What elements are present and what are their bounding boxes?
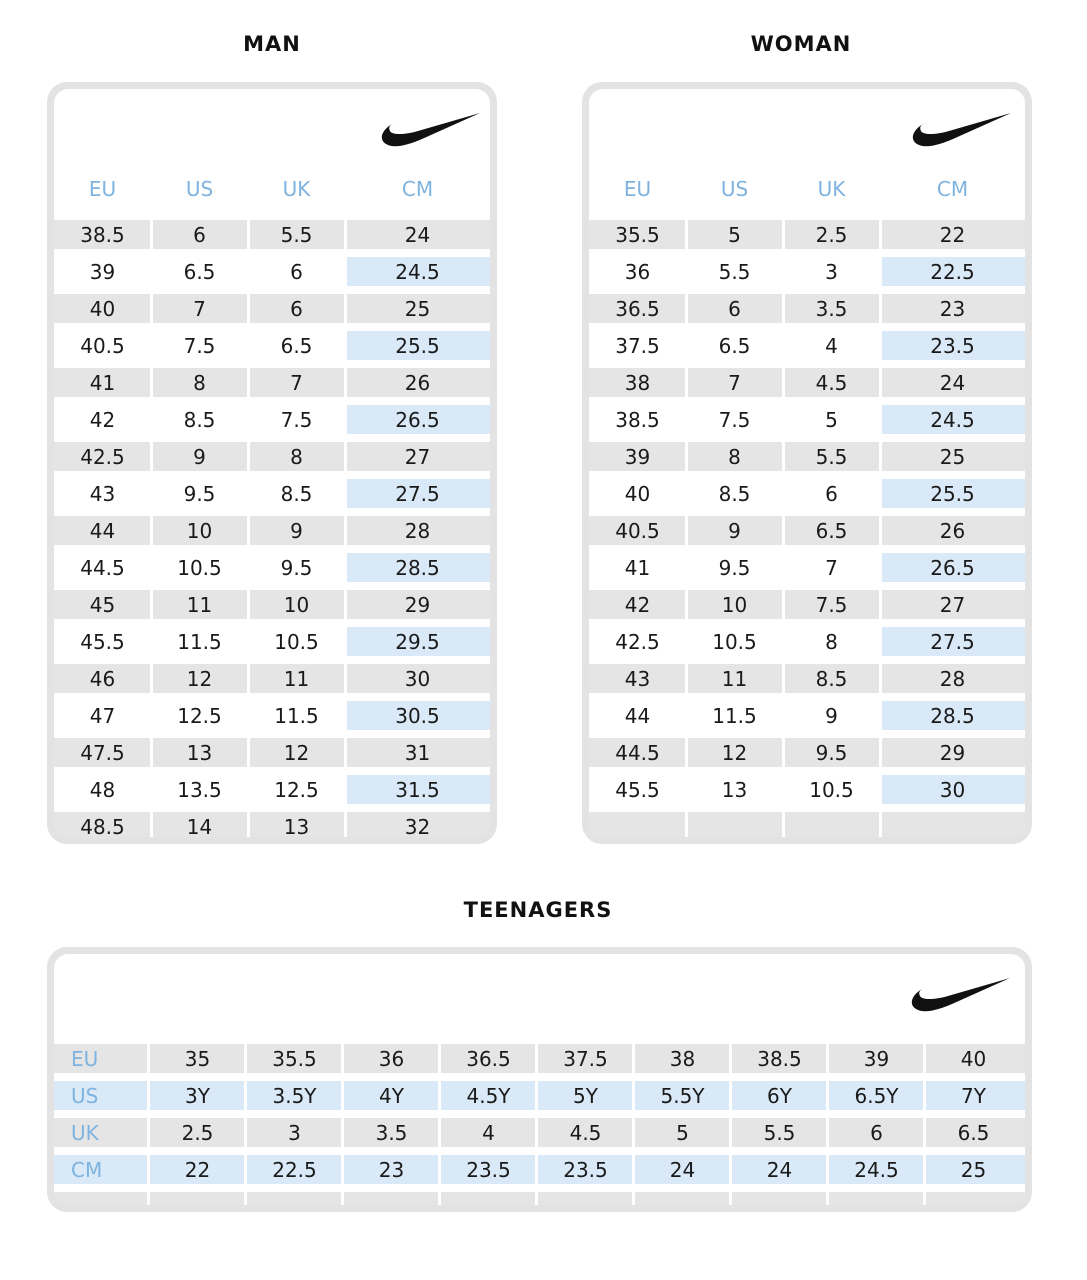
teen-cell: 6.5 bbox=[957, 1120, 990, 1145]
column-divider bbox=[632, 1044, 635, 1205]
man-cell-cm: 27 bbox=[404, 444, 431, 469]
column-divider bbox=[685, 220, 688, 837]
woman-cell-uk: 9.5 bbox=[815, 740, 848, 765]
woman-cell-us: 6.5 bbox=[718, 333, 751, 358]
man-cell-uk: 9.5 bbox=[280, 555, 313, 580]
man-cell-eu: 47.5 bbox=[80, 740, 125, 765]
man-header-eu: EU bbox=[88, 177, 117, 201]
woman-cell-us: 10.5 bbox=[712, 629, 757, 654]
column-divider bbox=[150, 220, 153, 837]
woman-cell-eu: 42.5 bbox=[615, 629, 660, 654]
column-divider bbox=[879, 220, 882, 837]
woman-cell-uk: 6.5 bbox=[815, 518, 848, 543]
man-cell-us: 10.5 bbox=[177, 555, 222, 580]
table-row bbox=[589, 775, 1025, 804]
man-cell-uk: 10 bbox=[283, 592, 310, 617]
man-cell-cm: 31.5 bbox=[345, 775, 490, 804]
column-divider bbox=[341, 1044, 344, 1205]
swoosh-logo-icon bbox=[908, 972, 1012, 1014]
woman-cell-cm: 28.5 bbox=[880, 701, 1025, 730]
woman-title: WOMAN bbox=[750, 32, 852, 56]
man-cell-uk: 13 bbox=[283, 814, 310, 837]
teen-cell: 3.5Y bbox=[272, 1083, 317, 1108]
teen-cell: 3.5 bbox=[375, 1120, 408, 1145]
teen-cell: 5Y bbox=[573, 1083, 598, 1108]
teen-cell: 7Y bbox=[961, 1083, 986, 1108]
man-cell-eu: 47 bbox=[89, 703, 116, 728]
table-row bbox=[54, 812, 490, 837]
woman-cell-eu: 40.5 bbox=[615, 518, 660, 543]
woman-header-cm: CM bbox=[936, 177, 969, 201]
man-cell-uk: 5.5 bbox=[280, 222, 313, 247]
woman-cell-uk: 3.5 bbox=[815, 296, 848, 321]
woman-cell-eu: 40 bbox=[624, 481, 651, 506]
woman-cell-us bbox=[686, 812, 783, 837]
woman-cell-uk: 8.5 bbox=[815, 666, 848, 691]
man-cell-us: 7 bbox=[193, 296, 206, 321]
woman-cell-cm: 25 bbox=[939, 444, 966, 469]
woman-cell-uk: 5.5 bbox=[815, 444, 848, 469]
man-cell-us: 9.5 bbox=[183, 481, 216, 506]
woman-cell-cm: 23 bbox=[939, 296, 966, 321]
woman-cell-eu bbox=[589, 812, 686, 837]
man-cell-us: 14 bbox=[186, 814, 213, 837]
woman-cell-cm: 29 bbox=[939, 740, 966, 765]
teen-cell: 6Y bbox=[767, 1083, 792, 1108]
man-cell-cm: 31 bbox=[404, 740, 431, 765]
woman-cell-uk: 10.5 bbox=[809, 777, 854, 802]
teen-cell: 24.5 bbox=[854, 1157, 899, 1182]
woman-cell-cm: 24 bbox=[939, 370, 966, 395]
column-divider bbox=[923, 1044, 926, 1205]
man-cell-us: 10 bbox=[186, 518, 213, 543]
man-cell-eu: 42 bbox=[89, 407, 116, 432]
teen-label-uk: UK bbox=[71, 1120, 99, 1145]
woman-cell-uk: 7.5 bbox=[815, 592, 848, 617]
man-cell-uk: 7 bbox=[290, 370, 303, 395]
teen-table bbox=[54, 954, 1025, 1205]
column-divider bbox=[782, 220, 785, 837]
woman-cell-eu: 44 bbox=[624, 703, 651, 728]
teen-cell: 4.5Y bbox=[466, 1083, 511, 1108]
teen-cell: 24 bbox=[766, 1157, 793, 1182]
woman-cell-eu: 43 bbox=[624, 666, 651, 691]
teen-label-us: US bbox=[71, 1083, 99, 1108]
man-cell-cm: 29 bbox=[404, 592, 431, 617]
teen-cell: 4 bbox=[482, 1120, 495, 1145]
man-cell-us: 12 bbox=[186, 666, 213, 691]
table-row bbox=[54, 627, 490, 656]
woman-cell-uk: 9 bbox=[825, 703, 838, 728]
woman-cell-eu: 36 bbox=[624, 259, 651, 284]
woman-header-uk: UK bbox=[817, 177, 846, 201]
table-row bbox=[54, 220, 490, 249]
man-cell-uk: 11.5 bbox=[274, 703, 319, 728]
table-row bbox=[589, 331, 1025, 360]
table-row bbox=[589, 368, 1025, 397]
man-cell-cm: 32 bbox=[404, 814, 431, 837]
man-cell-eu: 40 bbox=[89, 296, 116, 321]
teen-cell: 39 bbox=[863, 1046, 890, 1071]
table-row bbox=[54, 442, 490, 471]
teen-cell: 35 bbox=[184, 1046, 211, 1071]
man-cell-eu: 39 bbox=[89, 259, 116, 284]
teen-cell: 23.5 bbox=[563, 1157, 608, 1182]
man-cell-cm: 25 bbox=[404, 296, 431, 321]
table-row bbox=[54, 368, 490, 397]
man-cell-eu: 44 bbox=[89, 518, 116, 543]
woman-cell-cm: 27.5 bbox=[880, 627, 1025, 656]
man-cell-uk: 12.5 bbox=[274, 777, 319, 802]
table-row bbox=[54, 775, 490, 804]
table-row bbox=[589, 479, 1025, 508]
man-cell-uk: 6.5 bbox=[280, 333, 313, 358]
woman-header-eu: EU bbox=[623, 177, 652, 201]
man-cell-us: 6 bbox=[193, 222, 206, 247]
woman-cell-us: 5.5 bbox=[718, 259, 751, 284]
woman-cell-uk: 8 bbox=[825, 629, 838, 654]
teen-cell: 40 bbox=[960, 1046, 987, 1071]
man-cell-us: 11.5 bbox=[177, 629, 222, 654]
woman-header-us: US bbox=[720, 177, 749, 201]
man-cell-uk: 8.5 bbox=[280, 481, 313, 506]
woman-cell-us: 12 bbox=[721, 740, 748, 765]
man-cell-eu: 45 bbox=[89, 592, 116, 617]
table-row bbox=[54, 516, 490, 545]
woman-cell-eu: 42 bbox=[624, 592, 651, 617]
man-cell-uk: 10.5 bbox=[274, 629, 319, 654]
man-cell-us: 6.5 bbox=[183, 259, 216, 284]
man-cell-eu: 38.5 bbox=[80, 222, 125, 247]
teen-cell: 2.5 bbox=[181, 1120, 214, 1145]
man-cell-cm: 28 bbox=[404, 518, 431, 543]
man-cell-cm: 30 bbox=[404, 666, 431, 691]
man-cell-uk: 8 bbox=[290, 444, 303, 469]
teen-cell: 38 bbox=[669, 1046, 696, 1071]
man-cell-cm: 24 bbox=[404, 222, 431, 247]
man-cell-us: 11 bbox=[186, 592, 213, 617]
man-cell-uk: 9 bbox=[290, 518, 303, 543]
man-cell-us: 8.5 bbox=[183, 407, 216, 432]
woman-cell-us: 7.5 bbox=[718, 407, 751, 432]
table-row bbox=[54, 257, 490, 286]
woman-cell-uk: 3 bbox=[825, 259, 838, 284]
woman-cell-cm: 23.5 bbox=[880, 331, 1025, 360]
teen-label-eu: EU bbox=[71, 1046, 99, 1071]
woman-cell-cm: 27 bbox=[939, 592, 966, 617]
column-divider bbox=[729, 1044, 732, 1205]
woman-cell-eu: 41 bbox=[624, 555, 651, 580]
woman-cell-us: 9.5 bbox=[718, 555, 751, 580]
teen-cell: 36 bbox=[378, 1046, 405, 1071]
man-cell-cm: 25.5 bbox=[345, 331, 490, 360]
man-cell-cm: 27.5 bbox=[345, 479, 490, 508]
woman-cell-eu: 37.5 bbox=[615, 333, 660, 358]
man-cell-eu: 42.5 bbox=[80, 444, 125, 469]
man-cell-eu: 48.5 bbox=[80, 814, 125, 837]
teen-card bbox=[47, 947, 1032, 1212]
man-cell-eu: 40.5 bbox=[80, 333, 125, 358]
woman-cell-uk: 5 bbox=[825, 407, 838, 432]
teen-cell: 35.5 bbox=[272, 1046, 317, 1071]
woman-cell-cm: 30 bbox=[880, 775, 1025, 804]
table-row bbox=[54, 331, 490, 360]
man-cell-eu: 44.5 bbox=[80, 555, 125, 580]
man-header-us: US bbox=[185, 177, 214, 201]
table-row bbox=[589, 738, 1025, 767]
woman-cell-cm: 26.5 bbox=[880, 553, 1025, 582]
man-cell-cm: 30.5 bbox=[345, 701, 490, 730]
man-cell-us: 9 bbox=[193, 444, 206, 469]
woman-cell-uk bbox=[783, 812, 880, 837]
woman-cell-us: 11.5 bbox=[712, 703, 757, 728]
table-row bbox=[54, 701, 490, 730]
woman-header-row bbox=[589, 177, 1025, 201]
teen-row-us bbox=[54, 1081, 1025, 1110]
man-title: MAN bbox=[243, 32, 301, 56]
teen-cell: 23 bbox=[378, 1157, 405, 1182]
woman-cell-eu: 44.5 bbox=[615, 740, 660, 765]
woman-cell-uk: 6 bbox=[825, 481, 838, 506]
woman-cell-eu: 38.5 bbox=[615, 407, 660, 432]
column-divider bbox=[826, 1044, 829, 1205]
man-cell-uk: 7.5 bbox=[280, 407, 313, 432]
woman-cell-cm: 25.5 bbox=[880, 479, 1025, 508]
woman-cell-us: 13 bbox=[721, 777, 748, 802]
teen-cell: 4Y bbox=[379, 1083, 404, 1108]
woman-cell-eu: 35.5 bbox=[615, 222, 660, 247]
column-divider bbox=[244, 1044, 247, 1205]
woman-cell-uk: 7 bbox=[825, 555, 838, 580]
man-cell-cm: 28.5 bbox=[345, 553, 490, 582]
teen-row-uk bbox=[54, 1118, 1025, 1147]
table-row bbox=[54, 405, 490, 434]
table-row bbox=[54, 738, 490, 767]
man-cell-cm: 29.5 bbox=[345, 627, 490, 656]
column-divider bbox=[344, 220, 347, 837]
table-row bbox=[54, 479, 490, 508]
table-row bbox=[589, 257, 1025, 286]
teen-cell: 3Y bbox=[185, 1083, 210, 1108]
column-divider bbox=[147, 1044, 150, 1205]
teen-cell: 37.5 bbox=[563, 1046, 608, 1071]
teen-cell: 25 bbox=[960, 1157, 987, 1182]
teen-cell: 5.5 bbox=[763, 1120, 796, 1145]
woman-cell-eu: 45.5 bbox=[615, 777, 660, 802]
man-cell-us: 8 bbox=[193, 370, 206, 395]
man-card bbox=[47, 82, 497, 844]
man-cell-uk: 6 bbox=[290, 259, 303, 284]
swoosh-logo-icon bbox=[909, 107, 1013, 149]
column-divider bbox=[535, 1044, 538, 1205]
man-cell-us: 13.5 bbox=[177, 777, 222, 802]
man-cell-eu: 45.5 bbox=[80, 629, 125, 654]
table-row bbox=[54, 590, 490, 619]
swoosh-logo-icon bbox=[378, 107, 482, 149]
woman-cell-us: 6 bbox=[728, 296, 741, 321]
teen-cell: 24 bbox=[669, 1157, 696, 1182]
woman-cell-uk: 4 bbox=[825, 333, 838, 358]
woman-cell-us: 7 bbox=[728, 370, 741, 395]
teen-cell: 3 bbox=[288, 1120, 301, 1145]
table-row bbox=[589, 701, 1025, 730]
teen-cell: 6.5Y bbox=[854, 1083, 899, 1108]
man-cell-eu: 41 bbox=[89, 370, 116, 395]
man-table bbox=[54, 89, 490, 837]
table-row bbox=[589, 516, 1025, 545]
woman-cell-eu: 38 bbox=[624, 370, 651, 395]
teen-row-eu bbox=[54, 1044, 1025, 1073]
teen-title: TEENAGERS bbox=[463, 898, 613, 922]
woman-cell-us: 8.5 bbox=[718, 481, 751, 506]
woman-cell-eu: 36.5 bbox=[615, 296, 660, 321]
woman-cell-us: 11 bbox=[721, 666, 748, 691]
man-cell-eu: 48 bbox=[89, 777, 116, 802]
teen-cell: 5.5Y bbox=[660, 1083, 705, 1108]
woman-cell-cm: 26 bbox=[939, 518, 966, 543]
man-cell-us: 13 bbox=[186, 740, 213, 765]
man-cell-cm: 26 bbox=[404, 370, 431, 395]
table-row bbox=[589, 553, 1025, 582]
table-row bbox=[589, 294, 1025, 323]
table-row bbox=[54, 294, 490, 323]
man-cell-eu: 43 bbox=[89, 481, 116, 506]
teen-cell: 5 bbox=[676, 1120, 689, 1145]
woman-cell-us: 9 bbox=[728, 518, 741, 543]
teen-row-cm bbox=[54, 1155, 1025, 1184]
woman-cell-uk: 4.5 bbox=[815, 370, 848, 395]
woman-cell-eu: 39 bbox=[624, 444, 651, 469]
teen-label-cm: CM bbox=[71, 1157, 103, 1182]
table-row bbox=[589, 664, 1025, 693]
teen-cell: 22 bbox=[184, 1157, 211, 1182]
teen-cell: 4.5 bbox=[569, 1120, 602, 1145]
woman-cell-uk: 2.5 bbox=[815, 222, 848, 247]
woman-card bbox=[582, 82, 1032, 844]
table-row bbox=[589, 627, 1025, 656]
teen-cell: 6 bbox=[870, 1120, 883, 1145]
woman-cell-cm: 24.5 bbox=[880, 405, 1025, 434]
woman-cell-cm: 28 bbox=[939, 666, 966, 691]
column-divider bbox=[438, 1044, 441, 1205]
table-row bbox=[54, 664, 490, 693]
teen-cell: 22.5 bbox=[272, 1157, 317, 1182]
table-row bbox=[589, 405, 1025, 434]
man-cell-cm: 26.5 bbox=[345, 405, 490, 434]
man-cell-us: 12.5 bbox=[177, 703, 222, 728]
table-row bbox=[54, 553, 490, 582]
teen-footer-strip bbox=[54, 1192, 1025, 1205]
man-header-uk: UK bbox=[282, 177, 311, 201]
table-row bbox=[589, 442, 1025, 471]
woman-cell-cm bbox=[880, 812, 1025, 837]
man-cell-eu: 46 bbox=[89, 666, 116, 691]
woman-cell-us: 5 bbox=[728, 222, 741, 247]
man-cell-cm: 24.5 bbox=[345, 257, 490, 286]
table-row bbox=[589, 812, 1025, 837]
man-header-row bbox=[54, 177, 490, 201]
table-row bbox=[589, 220, 1025, 249]
teen-cell: 36.5 bbox=[466, 1046, 511, 1071]
man-header-cm: CM bbox=[401, 177, 434, 201]
man-cell-uk: 11 bbox=[283, 666, 310, 691]
teen-cell: 38.5 bbox=[757, 1046, 802, 1071]
man-cell-us: 7.5 bbox=[183, 333, 216, 358]
table-row bbox=[589, 590, 1025, 619]
woman-cell-us: 10 bbox=[721, 592, 748, 617]
man-cell-uk: 12 bbox=[283, 740, 310, 765]
woman-cell-cm: 22.5 bbox=[880, 257, 1025, 286]
man-cell-uk: 6 bbox=[290, 296, 303, 321]
woman-table bbox=[589, 89, 1025, 837]
woman-cell-us: 8 bbox=[728, 444, 741, 469]
column-divider bbox=[247, 220, 250, 837]
woman-cell-cm: 22 bbox=[939, 222, 966, 247]
teen-cell: 23.5 bbox=[466, 1157, 511, 1182]
